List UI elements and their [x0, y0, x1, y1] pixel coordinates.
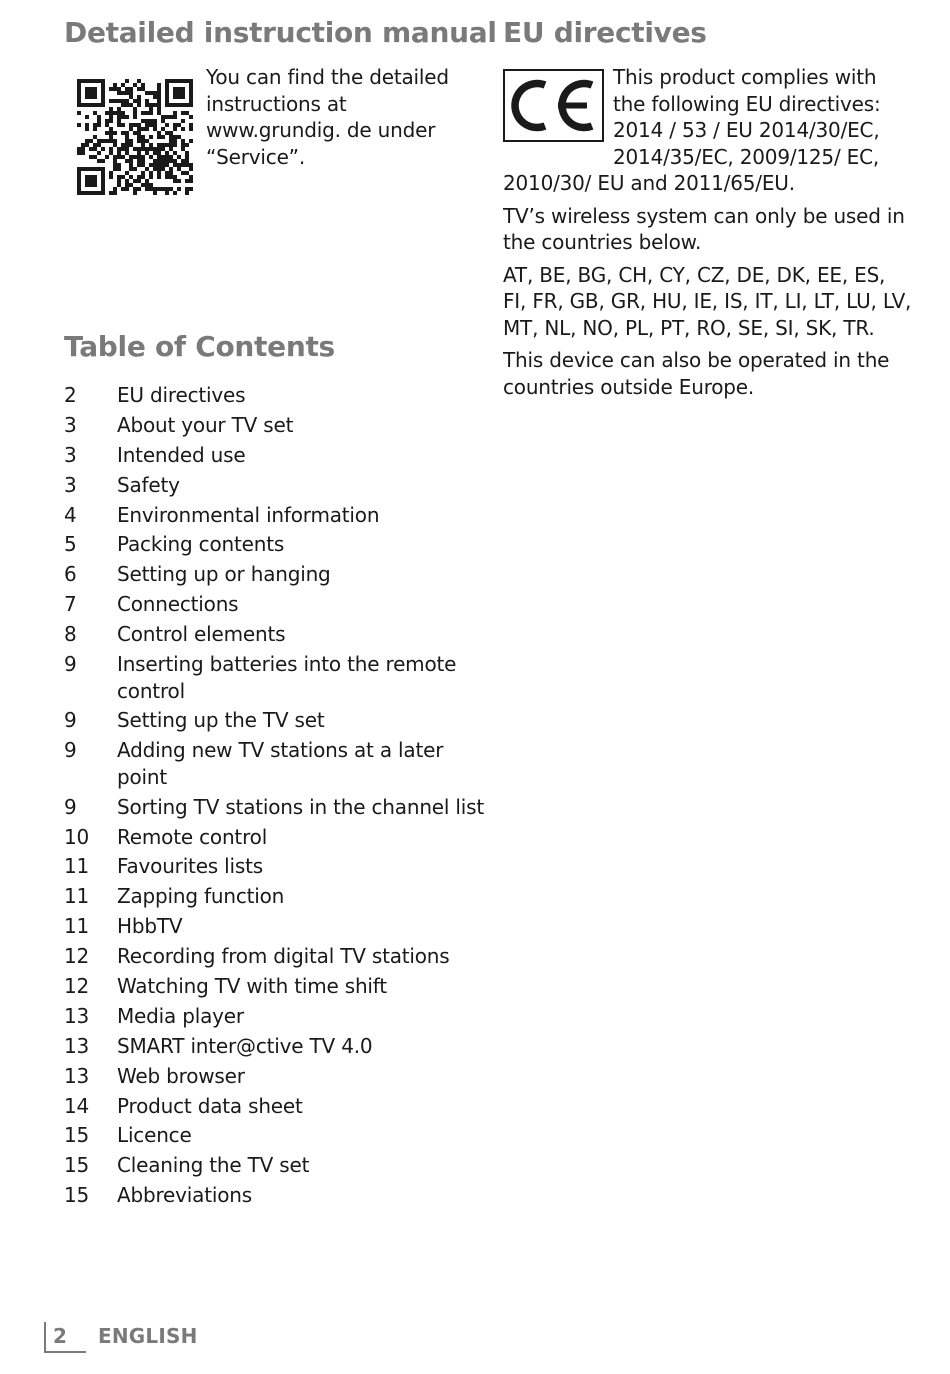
toc-page-number: 13: [64, 1033, 90, 1058]
toc-entry: [64, 651, 484, 704]
toc-entry: [64, 1003, 484, 1030]
toc-entry-title: Sorting TV stations in the channel list: [117, 794, 484, 819]
qr-code-image: [77, 79, 193, 195]
toc-page-number: 15: [64, 1123, 90, 1148]
toc-page-number: 11: [64, 914, 90, 939]
toc-entry: [64, 737, 484, 790]
toc-page-number: 15: [64, 1183, 90, 1208]
toc-entry-title: Media player: [117, 1003, 244, 1028]
toc-page-number: 6: [64, 562, 77, 587]
toc-entry-title: Connections: [117, 592, 239, 617]
table-of-contents: [64, 382, 484, 1212]
toc-entry-title: Cleaning the TV set: [117, 1153, 310, 1178]
toc-entry-title: Web browser: [117, 1063, 245, 1088]
toc-page-number: 8: [64, 622, 77, 647]
toc-entry: [64, 943, 484, 970]
directives-paragraph: This product complies with the following EU directives: 2014 / 53 / EU 2014/30/EC, 2014/35/EC, 2009/125/ EC, 2010/30/ EU and 2011/65/EU.: [503, 65, 881, 195]
toc-entry-title: Product data sheet: [117, 1093, 303, 1118]
toc-heading: Table of Contents: [64, 330, 335, 363]
toc-entry: [64, 472, 484, 499]
toc-entry: [64, 382, 484, 409]
toc-page-number: 3: [64, 472, 77, 497]
page-number: 2: [53, 1324, 67, 1348]
toc-page-number: 3: [64, 442, 77, 467]
toc-page-number: 10: [64, 824, 90, 849]
toc-entry-title: Control elements: [117, 622, 286, 647]
toc-entry: [64, 1122, 484, 1149]
footer-language: ENGLISH: [98, 1324, 198, 1348]
toc-page-number: 9: [64, 652, 77, 677]
toc-page-number: 2: [64, 383, 77, 407]
toc-entry: [64, 442, 484, 469]
toc-entry: [64, 913, 484, 940]
toc-entry-title: Setting up or hanging: [117, 562, 331, 587]
toc-entry-title: Setting up the TV set: [117, 708, 325, 733]
toc-page-number: 15: [64, 1153, 90, 1178]
toc-page-number: 13: [64, 1063, 90, 1088]
toc-entry: [64, 1033, 484, 1060]
toc-entry-title: Inserting batteries into the remote control: [117, 652, 457, 703]
toc-page-number: 9: [64, 794, 77, 819]
toc-page-number: 3: [64, 412, 77, 437]
toc-entry-title: Zapping function: [117, 884, 285, 909]
toc-page-number: 12: [64, 944, 90, 969]
toc-page-number: 7: [64, 592, 77, 617]
toc-entry: [64, 502, 484, 529]
toc-entry-title: Favourites lists: [117, 854, 263, 879]
manual-heading: Detailed instruction manual: [64, 16, 497, 49]
countries-paragraph: AT, BE, BG, CH, CY, CZ, DE, DK, EE, ES, FI, FR, GB, GR, HU, IE, IS, IT, LI, LT, LU, LV, MT, NL, NO, PL, PT, RO, SE, SI, SK, TR.: [503, 262, 912, 340]
eu-directives-heading: EU directives: [503, 16, 707, 49]
toc-entry-title: Packing contents: [117, 532, 285, 557]
toc-page-number: 11: [64, 884, 90, 909]
toc-entry: [64, 531, 484, 558]
toc-entry-title: About your TV set: [117, 412, 294, 437]
outside-europe-paragraph: This device can also be operated in the countries outside Europe.: [503, 348, 890, 399]
eu-directives-text: [503, 64, 913, 406]
toc-entry-title: Safety: [117, 472, 180, 497]
toc-page-number: 11: [64, 854, 90, 879]
toc-page-number: 13: [64, 1003, 90, 1028]
toc-entry-title: Watching TV with time shift: [117, 974, 387, 999]
toc-page-number: 4: [64, 502, 77, 527]
toc-entry: [64, 621, 484, 648]
toc-entry-title: Environmental information: [117, 502, 380, 527]
toc-entry: [64, 707, 484, 734]
toc-entry-title: Adding new TV stations at a later point: [117, 738, 444, 789]
toc-page-number: 9: [64, 738, 77, 763]
toc-entry: [64, 1152, 484, 1179]
toc-page-number: 5: [64, 532, 77, 557]
wireless-paragraph: TV’s wireless system can only be used in the countries below.: [503, 203, 905, 254]
toc-page-number: 14: [64, 1093, 90, 1118]
toc-entry-title: Remote control: [117, 824, 268, 849]
toc-entry-title: Intended use: [117, 442, 246, 467]
manual-description: You can find the detailed instructions at www.grundig. de under “Service”.: [206, 65, 449, 169]
toc-entry-title: SMART inter@ctive TV 4.0: [117, 1033, 373, 1058]
toc-entry-title: HbbTV: [117, 914, 183, 939]
toc-entry-title: EU directives: [117, 383, 246, 407]
toc-page-number: 9: [64, 708, 77, 733]
toc-entry: [64, 561, 484, 588]
toc-entry: [64, 1063, 484, 1090]
toc-entry: [64, 973, 484, 1000]
toc-page-number: 12: [64, 974, 90, 999]
toc-entry: [64, 824, 484, 851]
toc-entry-title: Licence: [117, 1123, 192, 1148]
toc-entry-title: Recording from digital TV stations: [117, 944, 450, 969]
toc-entry: [64, 1182, 484, 1209]
toc-entry: [64, 591, 484, 618]
toc-entry: [64, 883, 484, 910]
toc-entry: [64, 853, 484, 880]
toc-entry-title: Abbreviations: [117, 1183, 252, 1208]
toc-entry: [64, 412, 484, 439]
toc-entry: [64, 794, 484, 821]
toc-entry: [64, 1093, 484, 1120]
